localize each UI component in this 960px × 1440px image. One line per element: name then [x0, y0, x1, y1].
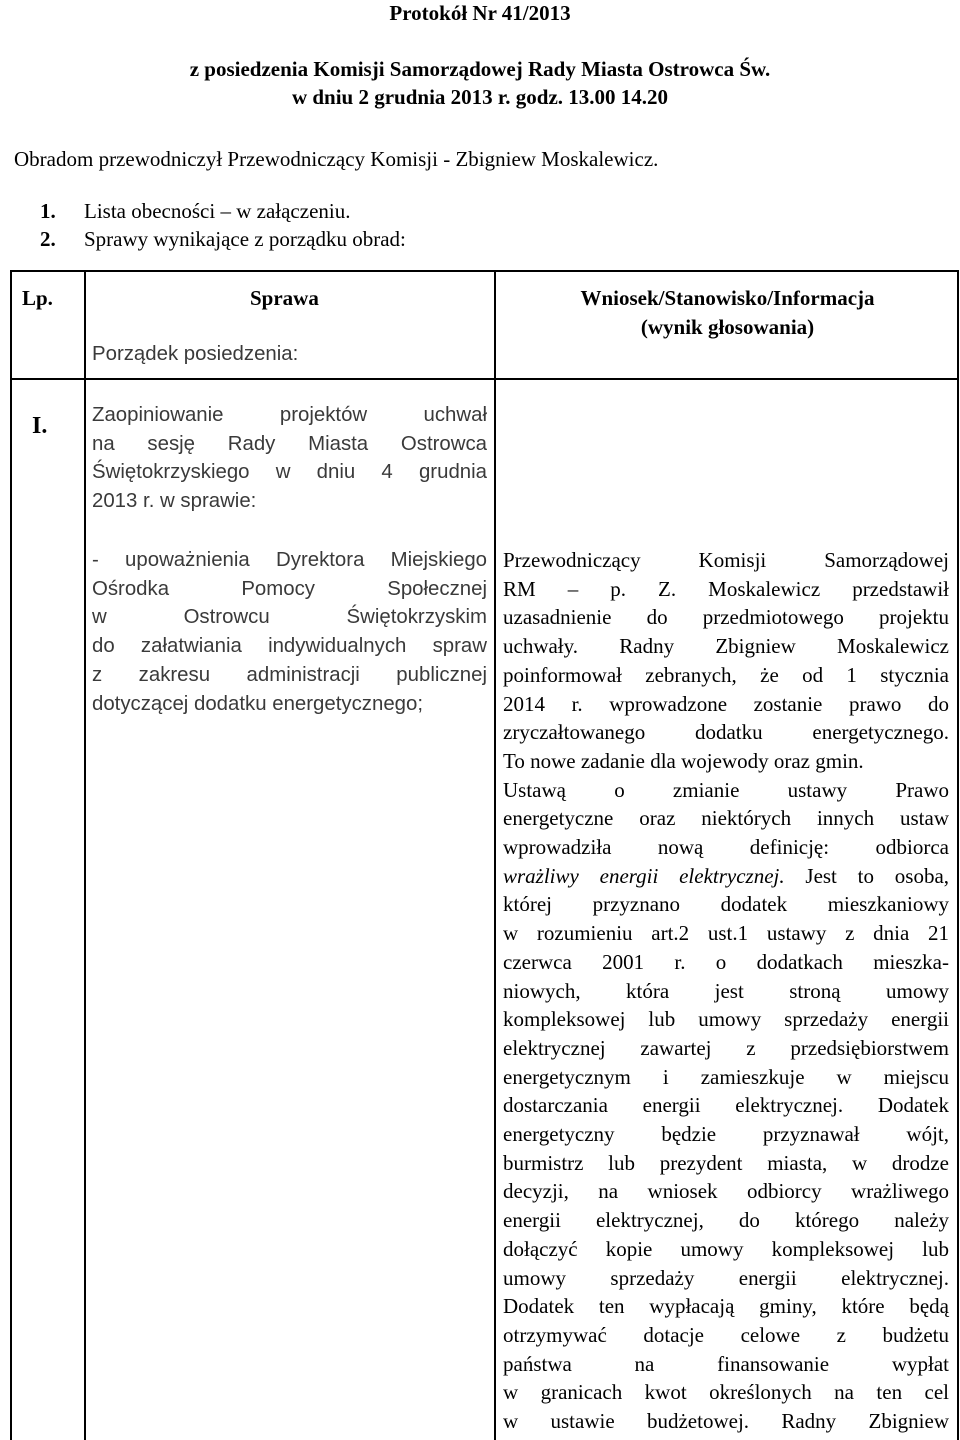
info-line: umowy sprzedaży energii elektrycznej.: [503, 1265, 949, 1290]
info-line: decyzji, na wniosek odbiorcy wrażliwego: [503, 1179, 949, 1204]
section-line: Świętokrzyskiego w dniu 4 grudnia: [92, 461, 487, 484]
info-line: państwa na finansowanie wypłat: [503, 1351, 949, 1376]
section-line: na sesję Rady Miasta Ostrowca: [92, 432, 487, 455]
agenda-item-text: Lista obecności – w załączeniu.: [84, 199, 351, 223]
info-line: energetycznym i zamieszkuje w miejscu: [503, 1064, 949, 1089]
info-line: 2014 r. wprowadzone zostanie prawo do: [503, 691, 949, 716]
info-line: To nowe zadanie dla wojewody oraz gmin.: [503, 748, 864, 773]
agenda-item-text: Sprawy wynikające z porządku obrad:: [84, 227, 406, 251]
info-line: której przyznano dodatek mieszkaniowy: [503, 892, 949, 917]
agenda-item-1: [40, 198, 350, 224]
info-line: wrażliwy energii elektrycznej. Jest to osoba,: [503, 863, 950, 888]
info-line: w granicach kwot określonych na ten cel: [503, 1380, 949, 1405]
info-line: Przewodniczący Komisji Samorządowej: [503, 548, 949, 572]
table-right-border: [957, 270, 959, 1440]
info-line: zryczałtowanego dodatku energetycznego.: [503, 720, 949, 745]
column-header-lp: Lp.: [22, 286, 53, 310]
info-line: poinformował zebranych, że od 1 stycznia: [503, 662, 949, 687]
agenda-item-2: [40, 226, 406, 252]
info-line: w rozumieniu art.2 ust.1 ustawy z dnia 21: [503, 921, 949, 946]
table-left-border: [10, 270, 12, 1440]
info-line: dołączyć kopie umowy kompleksowej lub: [503, 1236, 949, 1261]
info-line: niowych, która jest stroną umowy: [503, 978, 949, 1003]
info-text: [503, 546, 949, 1436]
info-line: elektrycznej zawartej z przedsiębiorstwem: [503, 1035, 949, 1060]
section-line: 2013 r. w sprawie:: [92, 490, 257, 513]
agenda-caption: Porządek posiedzenia:: [92, 343, 299, 365]
item-line: - upoważnienia Dyrektora Miejskiego: [92, 549, 487, 571]
info-line: otrzymywać dotacje celowe z budżetu: [503, 1322, 949, 1347]
section-line: Zaopiniowanie projektów uchwał: [92, 404, 487, 426]
info-line: RM – p. Z. Moskalewicz przedstawił: [503, 576, 949, 601]
info-line: dostarczania energii elektrycznej. Dodatek: [503, 1093, 949, 1118]
item-line: w Ostrowcu Świętokrzyskim: [92, 606, 487, 629]
defined-term: wrażliwy energii elektrycznej.: [503, 863, 785, 888]
table-header-bottom-border: [10, 378, 959, 380]
info-line: burmistrz lub prezydent miasta, w drodze: [503, 1150, 949, 1175]
chair-line: Obradom przewodniczył Przewodniczący Komisji - Zbigniew Moskalewicz.: [14, 147, 659, 171]
info-line: energetyczne oraz niektórych innych ustaw: [503, 806, 949, 831]
info-line: czerwca 2001 r. o dodatkach mieszka-: [503, 949, 949, 974]
info-line: Ustawą o zmianie ustawy Prawo: [503, 777, 949, 802]
item-description: [92, 546, 487, 718]
info-line: kompleksowej lub umowy sprzedaży energii: [503, 1007, 949, 1032]
agenda-item-number: 2.: [40, 227, 56, 251]
section-description: [92, 401, 487, 516]
document-subtitle-line2: w dniu 2 grudnia 2013 r. godz. 13.00 14.20: [291, 85, 669, 109]
document-subtitle-line1: z posiedzenia Komisji Samorządowej Rady Miasta Ostrowca Św.: [189, 57, 771, 81]
item-line: z zakresu administracji publicznej: [92, 663, 487, 686]
info-line: w ustawie budżetowej. Radny Zbigniew: [503, 1409, 949, 1434]
info-line: uzasadnienie do przedmiotowego projektu: [503, 605, 949, 630]
row-number: I.: [32, 413, 48, 439]
column-header-sprawa: Sprawa: [250, 286, 319, 310]
item-line: dotyczącej dodatku energetycznego;: [92, 692, 423, 715]
info-line: energii elektrycznej, do którego należy: [503, 1208, 949, 1233]
table-top-border: [10, 270, 959, 272]
item-line: do załatwiania indywidualnych spraw: [92, 635, 487, 658]
column-header-wniosek: Wniosek/Stanowisko/Informacja: [580, 286, 875, 310]
column-header-wynik: (wynik głosowania): [640, 315, 815, 339]
info-line: wprowadziła nową definicję: odbiorca: [503, 835, 949, 860]
table-col-divider-2: [494, 270, 496, 1440]
agenda-item-number: 1.: [40, 199, 56, 223]
item-line: Ośrodka Pomocy Społecznej: [92, 577, 487, 600]
document-title: Protokół Nr 41/2013: [389, 1, 571, 25]
info-line: uchwały. Radny Zbigniew Moskalewicz: [503, 634, 949, 659]
table-col-divider-1: [84, 270, 86, 1440]
info-line: Dodatek ten wypłacają gminy, które będą: [503, 1294, 949, 1319]
info-line: energetyczny będzie przyznawał wójt,: [503, 1122, 949, 1147]
